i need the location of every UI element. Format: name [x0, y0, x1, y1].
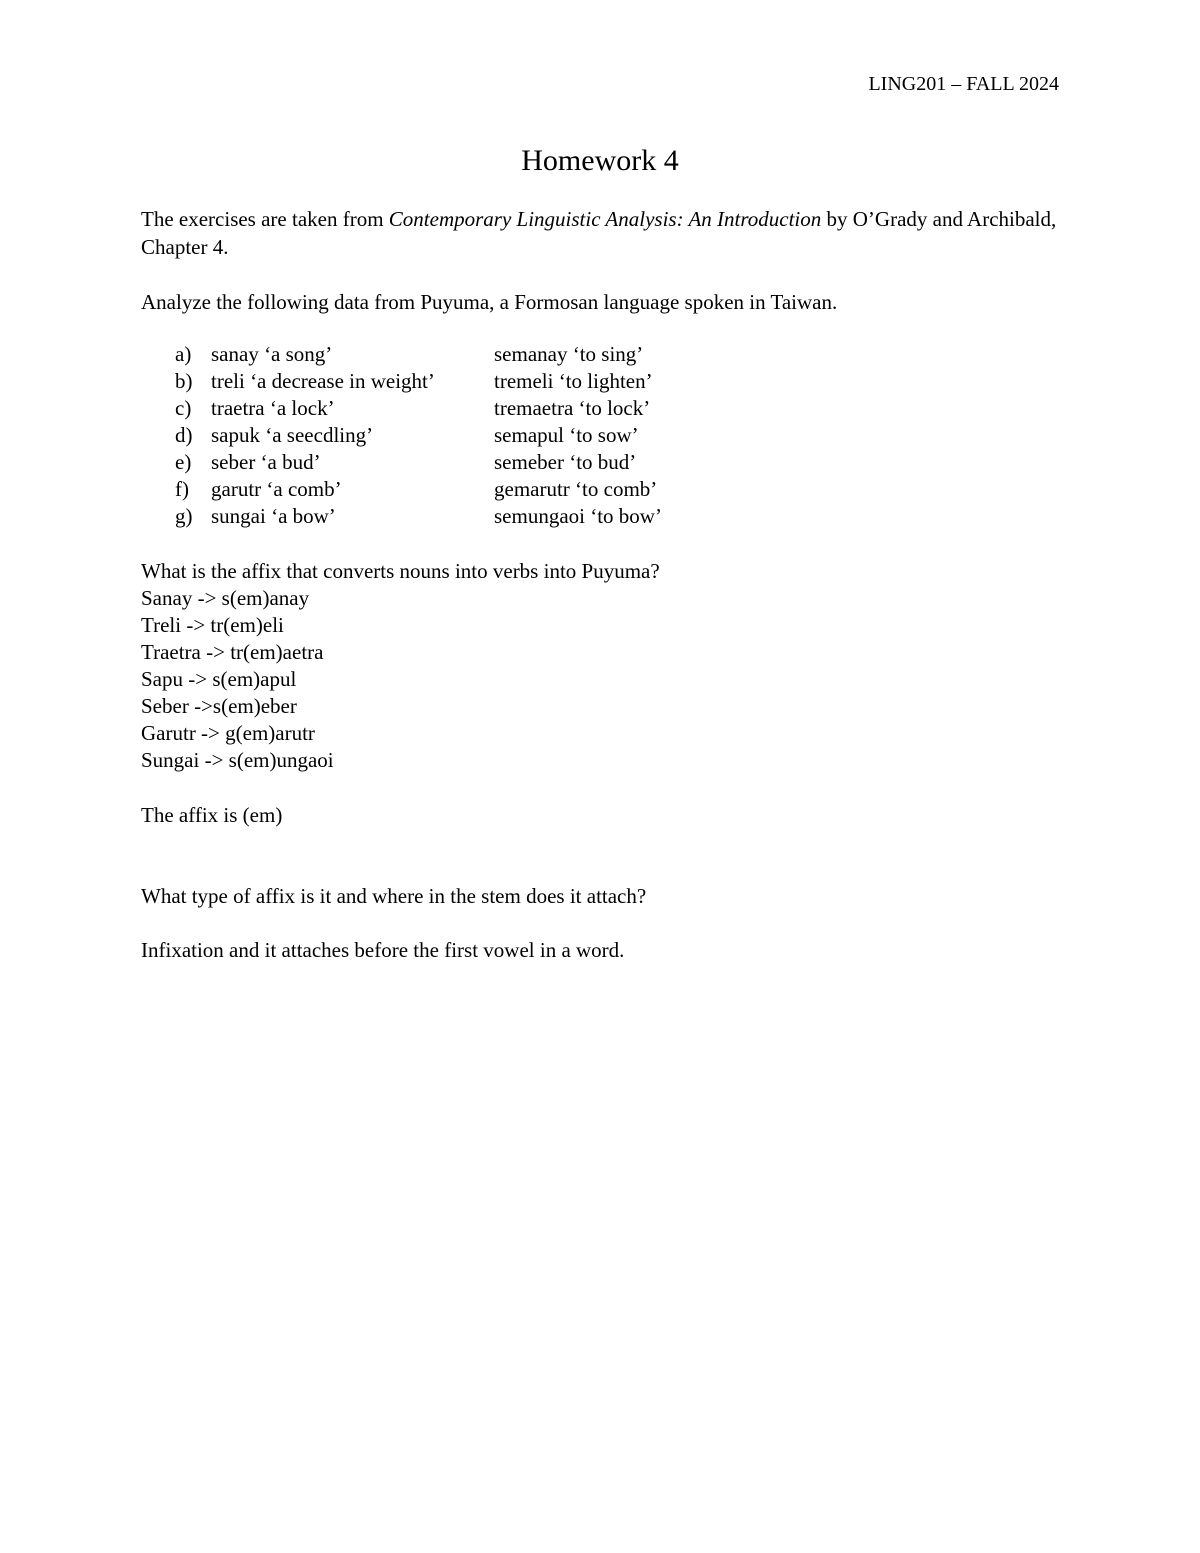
item-verb: gemarutr ‘to comb’ — [494, 477, 658, 501]
page-title: Homework 4 — [521, 144, 679, 177]
question-affix-type: What type of affix is it and where in the stem does it attach? — [141, 884, 647, 908]
intro-paragraph — [141, 205, 1061, 261]
derivation-line: Sungai -> s(em)ungaoi — [141, 748, 334, 772]
item-noun: seber ‘a bud’ — [211, 450, 321, 474]
list-item — [0, 368, 1200, 395]
list-item — [0, 503, 1200, 530]
item-noun: sapuk ‘a seecdling’ — [211, 423, 374, 447]
item-letter: b) — [175, 369, 193, 393]
derivation-list — [141, 585, 334, 774]
list-item — [0, 341, 1200, 368]
derivation-line: Treli -> tr(em)eli — [141, 613, 284, 637]
derivation-line: Garutr -> g(em)arutr — [141, 721, 315, 745]
item-letter: f) — [175, 477, 189, 501]
item-noun: treli ‘a decrease in weight’ — [211, 369, 435, 393]
intro-text-after: by O’Grady and Archibald, Chapter 4. — [141, 207, 1057, 259]
data-list — [0, 341, 1200, 530]
list-item — [0, 395, 1200, 422]
course-header: LING201 – FALL 2024 — [868, 73, 1059, 95]
item-noun: traetra ‘a lock’ — [211, 396, 335, 420]
item-verb: tremeli ‘to lighten’ — [494, 369, 653, 393]
item-verb: semeber ‘to bud’ — [494, 450, 637, 474]
derivation-line: Sapu -> s(em)apul — [141, 667, 297, 691]
question-affix: What is the affix that converts nouns into verbs into Puyuma? — [141, 559, 660, 583]
item-letter: a) — [175, 342, 192, 366]
derivation-line: Seber ->s(em)eber — [141, 694, 297, 718]
item-verb: semanay ‘to sing’ — [494, 342, 644, 366]
answer-affix: The affix is (em) — [141, 803, 283, 827]
item-verb: semungaoi ‘to bow’ — [494, 504, 662, 528]
analyze-prompt: Analyze the following data from Puyuma, a Formosan language spoken in Taiwan. — [141, 290, 838, 314]
item-noun: sanay ‘a song’ — [211, 342, 333, 366]
item-verb: tremaetra ‘to lock’ — [494, 396, 651, 420]
list-item — [0, 476, 1200, 503]
derivation-line: Sanay -> s(em)anay — [141, 586, 310, 610]
book-title: Contemporary Linguistic Analysis: An Introduction — [388, 207, 822, 231]
item-letter: g) — [175, 504, 193, 528]
intro-text-before: The exercises are taken from — [141, 207, 389, 231]
item-letter: e) — [175, 450, 192, 474]
item-verb: semapul ‘to sow’ — [494, 423, 639, 447]
derivation-line: Traetra -> tr(em)aetra — [141, 640, 324, 664]
item-letter: c) — [175, 396, 192, 420]
answer-affix-type: Infixation and it attaches before the first vowel in a word. — [141, 938, 625, 962]
item-noun: garutr ‘a comb’ — [211, 477, 342, 501]
list-item — [0, 449, 1200, 476]
item-noun: sungai ‘a bow’ — [211, 504, 336, 528]
item-letter: d) — [175, 423, 193, 447]
list-item — [0, 422, 1200, 449]
